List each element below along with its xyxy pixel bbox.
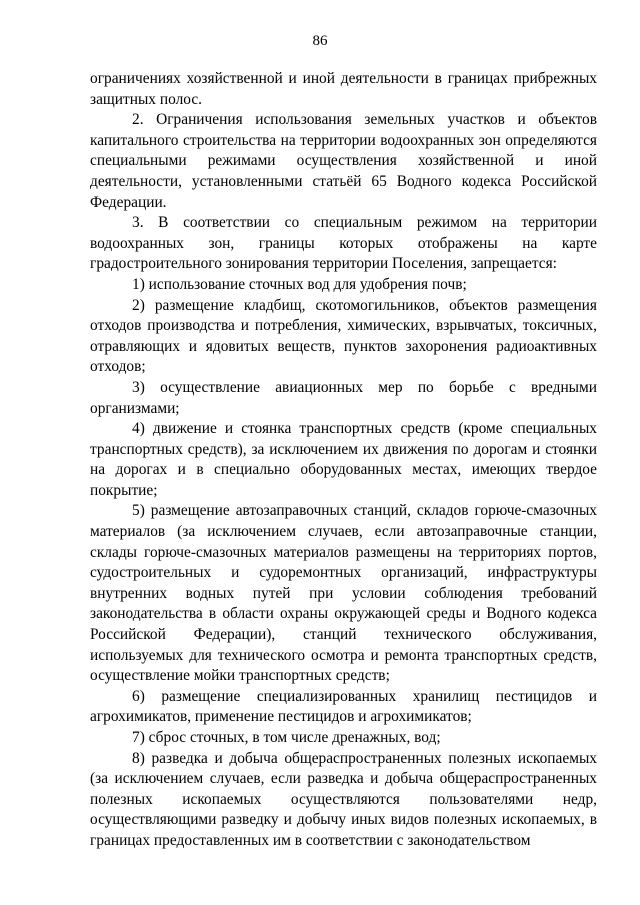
list-item-7: 7) сброс сточных, в том числе дренажных, вод; bbox=[132, 729, 441, 746]
list-item-1: 1) использование сточных вод для удобрения почв; bbox=[132, 275, 467, 293]
list-item-6: 6) размещение специализированных хранилищ пестицидов и агрохимикатов, применение пестицидов и агрохимикатов; bbox=[90, 687, 597, 726]
list-item-8: 8) разведка и добыча общераспространенных полезных ископаемых (за исключением случаев, если разведка и добыча общераспространенных полезных ископаемых осуществляются пользователями недр, осуществляющими разведку и добычу иных видов полезных ископаемых, в границах предоставленных им в соответствии с законодательством bbox=[90, 749, 597, 849]
paragraph-item-3: 3. В соответствии со специальным режимом на территории водоохранных зон, границы которых отображены на карте градостроительного зонирования территории Поселения, запрещается: bbox=[90, 214, 597, 273]
list-item-3: 3) осуществление авиационных мер по борьбе с вредными организмами; bbox=[90, 378, 597, 417]
list-item-4: 4) движение и стоянка транспортных средств (кроме специальных транспортных средств), за исключением их движения по дорогам и стоянки на дорогах и в специально оборудованных местах, имеющих твердое покрытие; bbox=[90, 420, 597, 499]
paragraph-item-2: 2. Ограничения использования земельных участков и объектов капитального строительства на территории водоохранных зон определяются специальными режимами осуществления хозяйственной и иной деятельности, установленными статьёй 65 Водного кодекса Российской Федерации. bbox=[90, 111, 597, 211]
list-item-2: 2) размещение кладбищ, скотомогильников, объектов размещения отходов производства и потребления, химических, взрывчатых, токсичных, отравляющих и ядовитых веществ, пунктов захоронения радиоактивных отходов; bbox=[90, 296, 597, 376]
page-number: 86 bbox=[312, 33, 328, 49]
document-body bbox=[90, 69, 597, 852]
list-item-5: 5) размещение автозаправочных станций, складов горюче-смазочных материалов (за исключением случаев, если автозаправочные станции, склады горюче-смазочных материалов размещены на территориях портов, судостроительных и судоремонтных организаций, инфраструктуры внутренних водных путей при условии соблюдения требований законодательства в области охраны окружающей среды и Водного кодекса Российской Федерации), станций технического обслуживания, используемых для технического осмотра и ремонта транспортных средств, осуществление мойки транспортных средств; bbox=[90, 502, 597, 685]
paragraph-continuation: ограничениях хозяйственной и иной деятельности в границах прибрежных защитных полос. bbox=[90, 70, 597, 108]
